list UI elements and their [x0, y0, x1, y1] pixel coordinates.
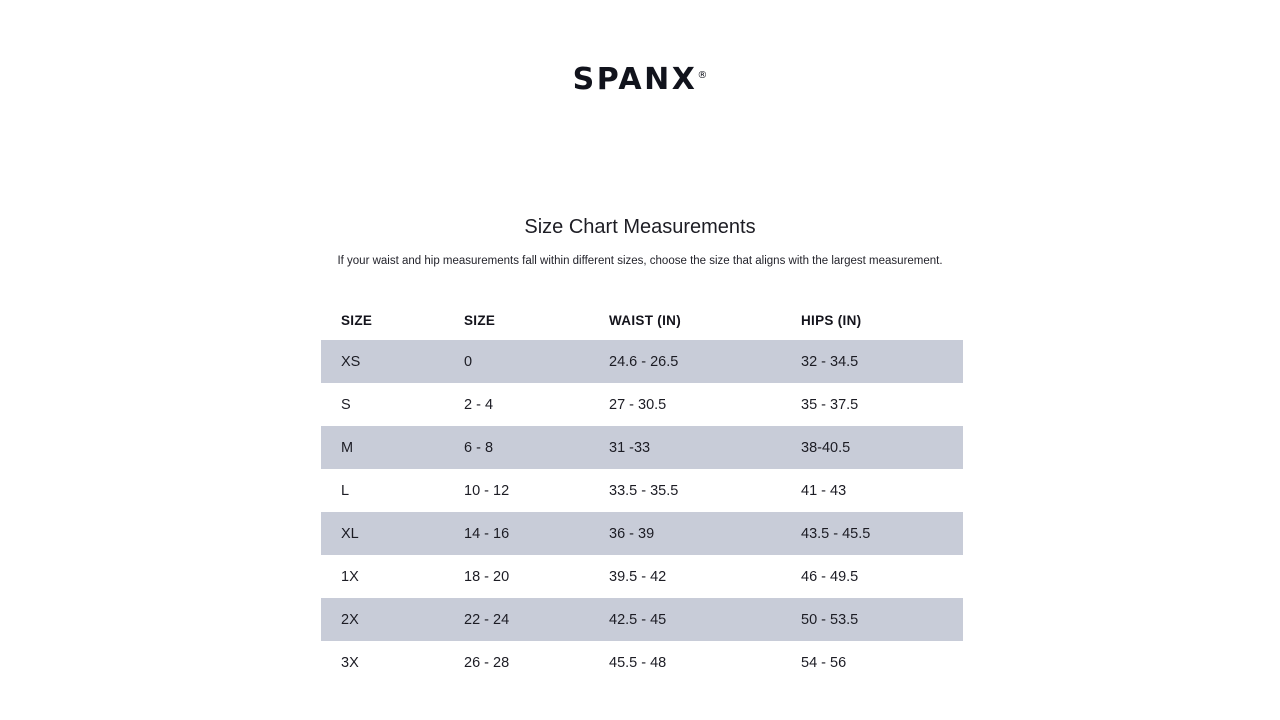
table-body [321, 340, 963, 684]
cell-hips: 54 - 56 [801, 654, 847, 671]
cell-size-numeric: 22 - 24 [464, 611, 510, 628]
table-row [321, 340, 963, 383]
cell-size-numeric: 6 - 8 [464, 439, 494, 456]
cell-hips: 41 - 43 [801, 482, 847, 499]
table-header [321, 300, 963, 340]
cell-hips: 32 - 34.5 [801, 353, 859, 370]
trademark-symbol: ® [697, 70, 708, 81]
table-header-row [321, 300, 963, 340]
cell-size-numeric: 26 - 28 [464, 654, 510, 671]
cell-hips: 38-40.5 [801, 439, 851, 456]
brand-name: SPANX [572, 62, 698, 97]
cell-waist: 27 - 30.5 [609, 396, 667, 413]
table-row [321, 469, 963, 512]
cell-size-numeric: 2 - 4 [464, 396, 494, 413]
cell-size-letter: 3X [341, 654, 359, 671]
cell-size-numeric: 10 - 12 [464, 482, 510, 499]
cell-hips: 46 - 49.5 [801, 568, 859, 585]
table-row [321, 641, 963, 684]
cell-size-letter: XS [341, 353, 361, 370]
cell-waist: 33.5 - 35.5 [609, 482, 679, 499]
table-row [321, 555, 963, 598]
cell-size-letter: S [341, 396, 351, 413]
table-row [321, 383, 963, 426]
cell-size-letter: M [341, 439, 354, 456]
cell-hips: 43.5 - 45.5 [801, 525, 871, 542]
cell-size-numeric: 14 - 16 [464, 525, 510, 542]
chart-note: If your waist and hip measurements fall within different sizes, choose the size that aligns with the largest measurement. [337, 255, 943, 267]
cell-waist: 39.5 - 42 [609, 568, 667, 585]
spanx-logo [0, 62, 1280, 97]
cell-waist: 42.5 - 45 [609, 611, 667, 628]
table-row [321, 426, 963, 469]
table-row [321, 598, 963, 641]
cell-size-letter: 1X [341, 568, 359, 585]
cell-size-letter: XL [341, 525, 359, 542]
table-row [321, 512, 963, 555]
cell-waist: 31 -33 [609, 439, 651, 456]
size-chart-table-wrapper [321, 300, 963, 684]
cell-size-letter: 2X [341, 611, 359, 628]
cell-size-numeric: 18 - 20 [464, 568, 510, 585]
page-title: Size Chart Measurements [524, 216, 756, 238]
cell-hips: 35 - 37.5 [801, 396, 859, 413]
cell-waist: 36 - 39 [609, 525, 655, 542]
column-header-size-numeric: SIZE [464, 312, 496, 328]
column-header-waist: WAIST (IN) [609, 312, 681, 328]
cell-size-numeric: 0 [464, 353, 473, 370]
column-header-size-letter: SIZE [341, 312, 373, 328]
size-chart-table [321, 300, 963, 684]
cell-waist: 24.6 - 26.5 [609, 353, 679, 370]
cell-waist: 45.5 - 48 [609, 654, 667, 671]
cell-size-letter: L [341, 482, 350, 499]
cell-hips: 50 - 53.5 [801, 611, 859, 628]
column-header-hips: HIPS (IN) [801, 312, 862, 328]
